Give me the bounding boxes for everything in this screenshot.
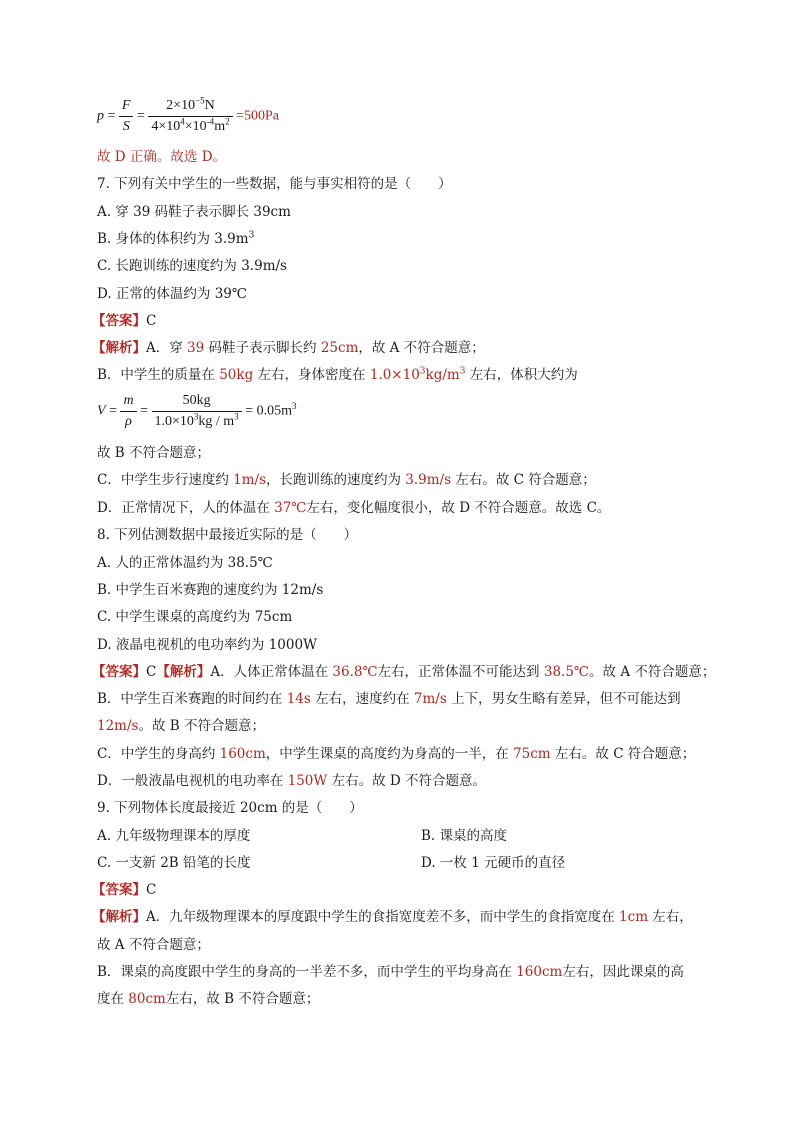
question-8-option-b: B. 中学生百米赛跑的速度约为 12m/s (97, 582, 324, 598)
question-7-answer: 【答案】C (92, 313, 157, 329)
question-8-answer-analysis: 【答案】C【解析】A．人体正常体温在 36.8℃左右，正常体温不可能达到 38.5℃。故 A 不符合题意； (92, 664, 716, 680)
formula-result: =500Pa (236, 108, 279, 124)
conclusion-line: 故 D 正确。故选 D。 (97, 149, 227, 165)
fraction: $\frac{2\times 10^{-5}N}{4\times 10^4\times 10^{-4}m^2}$ (148, 98, 232, 135)
question-9-option-d: D. 一枚 1 元硬币的直径 (421, 855, 566, 871)
question-7-option-a: A. 穿 39 码鞋子表示脚长 39cm (97, 204, 291, 220)
question-7-option-d: D. 正常的体温约为 39℃ (97, 286, 247, 302)
question-9-analysis-a: 【解析】A．九年级物理课本的厚度跟中学生的食指宽度差不多，而中学生的食指宽度在 1cm 左右， (92, 909, 693, 925)
question-7-stem: 7. 下列有关中学生的一些数据，能与事实相符的是（ ） (97, 176, 452, 192)
question-8-analysis-b2: 12m/s。故 B 不符合题意； (97, 718, 265, 734)
question-7-analysis-c: C．中学生步行速度约 1m/s，长跑训练的速度约为 3.9m/s 左右。故 C 符合题意； (97, 472, 596, 488)
question-8-option-a: A. 人的正常体温约为 38.5℃ (97, 555, 273, 571)
question-9-stem: 9. 下列物体长度最接近 20cm 的是（ ） (97, 800, 363, 816)
question-9-option-b: B. 课桌的高度 (421, 828, 508, 844)
fraction: $\frac{m}{\rho}$ (120, 393, 136, 430)
question-7-analysis-b: B．中学生的质量在 50kg 左右，身体密度在 $1.0\times 10^3kg/m^3$ 左右，体积大约为 (97, 366, 578, 383)
question-9-answer: 【答案】C (92, 882, 157, 898)
fraction: $\frac{F}{S}$ (119, 98, 134, 135)
question-7-analysis-a: 【解析】A．穿 39 码鞋子表示脚长约 25cm，故 A 不符合题意； (92, 340, 485, 356)
question-9-analysis-a2: 故 A 不符合题意； (97, 937, 210, 953)
question-8-analysis-c: C．中学生的身高约 160cm，中学生课桌的高度约为身高的一半，在 75cm 左右。故 C 符合题意； (97, 746, 696, 762)
question-9-option-c: C. 一支新 2B 铅笔的长度 (97, 855, 251, 871)
question-7-option-b: B. 身体的体积约为 $3.9m^3$ (97, 230, 255, 247)
formula-var: p (97, 108, 104, 124)
question-8-analysis-d: D．一般液晶电视机的电功率在 150W 左右。故 D 不符合题意。 (97, 773, 486, 789)
question-9-analysis-b: B．课桌的高度跟中学生的身高的一半差不多，而中学生的平均身高在 160cm左右，因此课桌的高 (97, 964, 684, 980)
pressure-formula: p = $\frac{F}{S}$ = $\frac{2\times 10^{-5}N}{4\times 10^4\times 10^{-4}m^2}$ =500Pa (97, 95, 279, 134)
volume-formula: V = $\frac{m}{\rho}$ = $\frac{50kg}{1.0\times 10^3kg / m^3}$ = $0.05m^3$ (97, 393, 297, 429)
question-8-option-c: C. 中学生课桌的高度约为 75cm (97, 609, 293, 625)
question-9-analysis-b2: 度在 80cm左右，故 B 不符合题意； (97, 991, 320, 1007)
question-7-analysis-d: D．正常情况下，人的体温在 37℃左右，变化幅度很小，故 D 不符合题意。故选 C。 (97, 500, 611, 516)
question-8-option-d: D. 液晶电视机的电功率约为 1000W (97, 637, 317, 653)
question-7-option-c: C. 长跑训练的速度约为 3.9m/s (97, 258, 287, 274)
question-8-analysis-b: B．中学生百米赛跑的时间约在 14s 左右，速度约在 7m/s 上下，男女生略有差异，但不可能达到 (97, 691, 681, 707)
question-8-stem: 8. 下列估测数据中最接近实际的是（ ） (97, 527, 358, 543)
question-9-option-a: A. 九年级物理课本的厚度 (97, 828, 251, 844)
fraction: $\frac{50kg}{1.0\times 10^3kg / m^3}$ (152, 393, 242, 430)
question-7-analysis-b2: 故 B 不符合题意； (97, 445, 211, 461)
